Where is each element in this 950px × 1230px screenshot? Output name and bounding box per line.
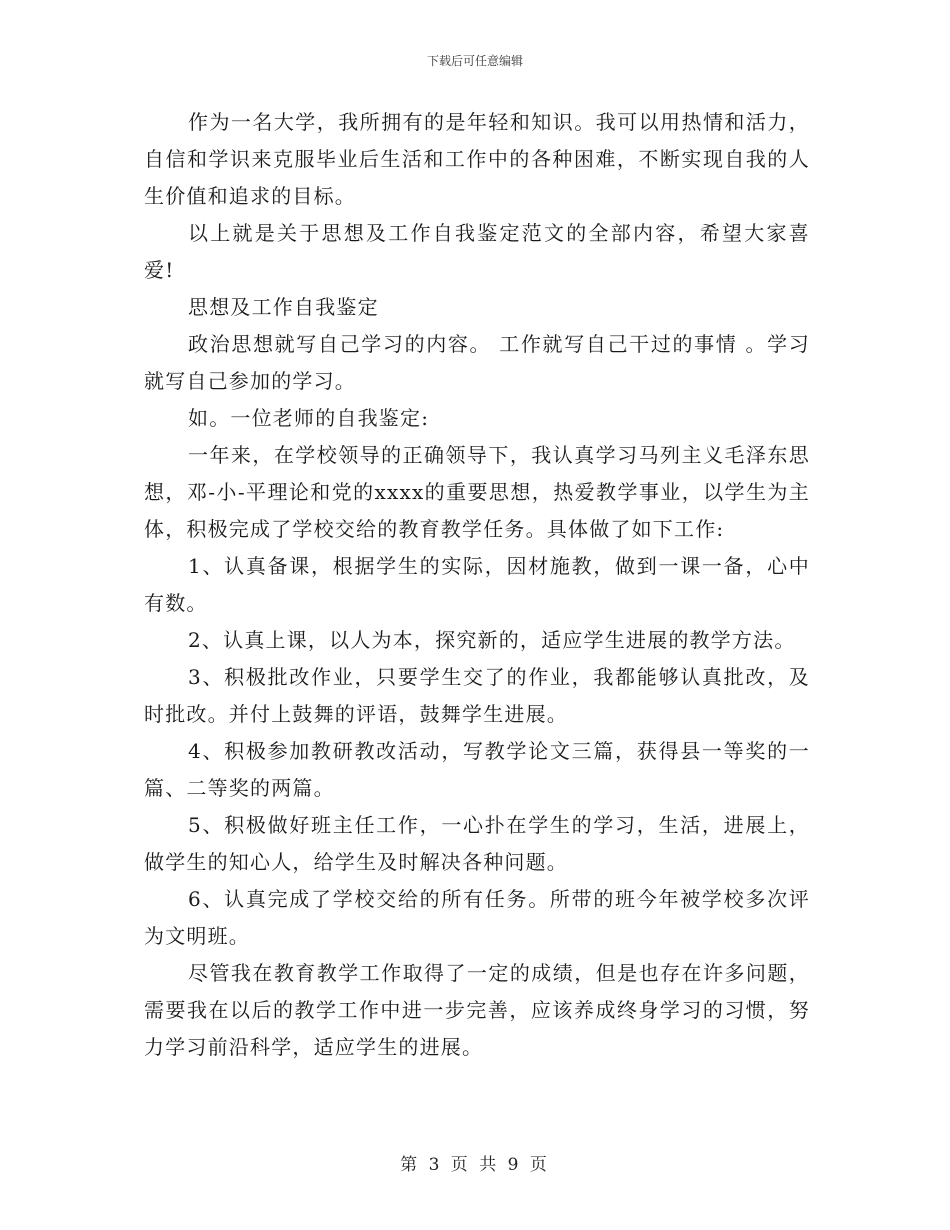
list-item: 5、积极做好班主任工作，一心扑在学生的学习，生活，进展上，做学生的知心人，给学生及时解决各种问题。: [144, 813, 810, 874]
list-item: 3、积极批改作业，只要学生交了的作业，我都能够认真批改，及时批改。并付上鼓舞的评语，鼓舞学生进展。: [144, 665, 810, 726]
list-item: 1、认真备课，根据学生的实际，因材施教，做到一课一备，心中有数。: [144, 554, 810, 615]
section-title: 思想及工作自我鉴定: [188, 295, 379, 319]
paragraph: 一年来，在学校领导的正确领导下，我认真学习马列主义毛泽东思想，邓-小-平理论和党的xxxx的重要思想，热爱教学事业，以学生为主体，积极完成了学校交给的教育教学任务。具体做了如下工作:: [144, 443, 810, 541]
page-header: 下载后可任意编辑: [426, 54, 523, 68]
paragraph: 如。一位老师的自我鉴定:: [188, 406, 430, 430]
page-number: 第 3 页 共 9 页: [400, 1155, 550, 1175]
paragraph: 以上就是关于思想及工作自我鉴定范文的全部内容，希望大家喜爱!: [144, 221, 810, 282]
paragraph: 作为一名大学，我所拥有的是年轻和知识。我可以用热情和活力，自信和学识来克服毕业后生活和工作中的各种困难，不断实现自我的人生价值和追求的目标。: [144, 110, 810, 208]
list-item: 4、积极参加教研教改活动，写教学论文三篇，获得县一等奖的一篇、二等奖的两篇。: [144, 739, 810, 800]
list-item: 2、认真上课，以人为本，探究新的，适应学生进展的教学方法。: [188, 628, 796, 652]
paragraph: 尽管我在教育教学工作取得了一定的成绩，但是也存在许多问题，需要我在以后的教学工作中进一步完善，应该养成终身学习的习惯，努力学习前沿科学，适应学生的进展。: [144, 961, 810, 1059]
list-item: 6、认真完成了学校交给的所有任务。所带的班今年被学校多次评为文明班。: [144, 887, 810, 948]
paragraph: 政治思想就写自己学习的内容。 工作就写自己干过的事情 。学习就写自己参加的学习。: [144, 332, 810, 393]
document-body: [144, 104, 810, 1066]
